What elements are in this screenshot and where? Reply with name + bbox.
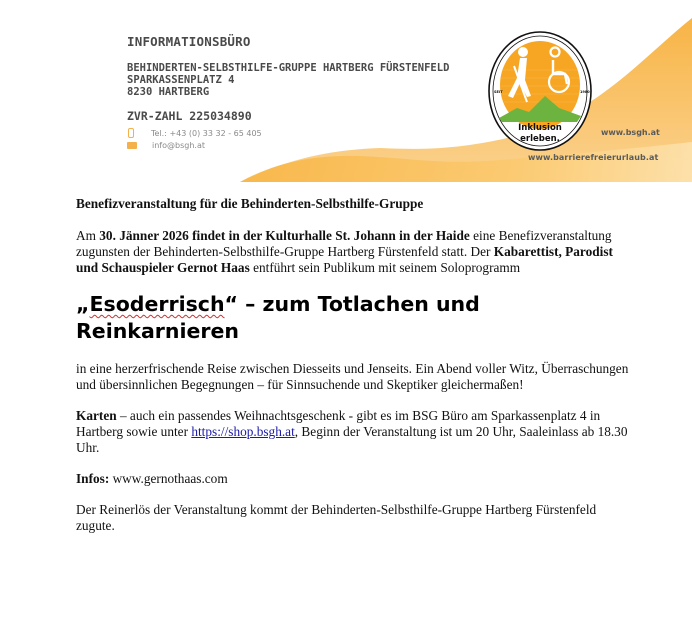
shop-link[interactable]: https://shop.bsgh.at (191, 424, 295, 439)
infos-website: www.gernothaas.com (109, 471, 228, 486)
tickets-text: – auch ein passendes Weihnachtsgeschenk - gibt es im BSG Büro am Sparkassenplatz 4 in Hartberg sowie unter (76, 408, 601, 439)
email-address: info@bsgh.at (152, 141, 205, 150)
phone-icon (128, 128, 134, 138)
logo-text-2: erleben. (520, 134, 560, 144)
document-heading: Benefizveranstaltung für die Behinderten-Selbsthilfe-Gruppe (76, 196, 424, 211)
paragraph-infos (76, 471, 636, 487)
website-bsgh: www.bsgh.at (601, 128, 660, 137)
intro-text-3: entführt sein Publikum mit seinem Soloprogramm (249, 260, 521, 275)
logo-year-label: 1980 (580, 90, 590, 94)
mail-icon (127, 142, 137, 149)
letterhead (0, 0, 692, 190)
paragraph-intro (76, 228, 636, 276)
logo-seit-label: SEIT (494, 90, 503, 94)
paragraph-proceeds: Der Reinerlös der Veranstaltung kommt der Behinderten-Selbsthilfe-Gruppe Hartberg Fürstenfeld zugute. (76, 502, 597, 533)
logo-text-1: Inklusion (518, 123, 562, 133)
phone-number: Tel.: +43 (0) 33 32 - 65 405 (151, 128, 262, 138)
address (127, 62, 449, 98)
tickets-text-2: , Beginn der Veranstaltung ist um 20 Uhr, Saaleinlass ab 18.30 Uhr. (76, 424, 628, 455)
intro-text: Am (76, 228, 100, 243)
office-title: INFORMATIONSBÜRO (127, 34, 251, 49)
show-name: Esoderrisch (89, 292, 225, 316)
paragraph-tickets (76, 408, 636, 456)
zvr-number: ZVR-ZAHL 225034890 (127, 109, 252, 123)
event-date-location: 30. Jänner 2026 findet in der Kulturhalle St. Johann in der Haide (99, 228, 470, 243)
tickets-label: Karten (76, 408, 117, 423)
infos-label: Infos: (76, 471, 110, 486)
street: SPARKASSENPLATZ 4 (127, 74, 235, 86)
document-body (76, 196, 636, 549)
open-quote: „ (76, 292, 90, 316)
website-barrierefreierurlaub: www.barrierefreierurlaub.at (528, 153, 659, 162)
org-name: BEHINDERTEN-SELBSTHILFE-GRUPPE HARTBERG FÜRSTENFELD (127, 62, 450, 74)
paragraph-description: in eine herzerfrischende Reise zwischen Diesseits und Jenseits. Ein Abend voller Witz, Überraschungen und übersinnlichen Begegnungen – für Sinnsuchende und Skeptiker gleichermaßen! (76, 361, 629, 392)
performer-name: Kabarettist, Parodist und Schauspieler Gernot Haas (76, 244, 613, 275)
letterhead-address-block (127, 34, 449, 150)
intro-text-2: eine Benefizveranstaltung zugunsten der Behinderten-Selbsthilfe-Gruppe Hartberg Fürstenfeld statt. Der (76, 228, 612, 259)
phone-row (127, 128, 449, 138)
city: 8230 HARTBERG (127, 86, 210, 98)
bsgh-logo (487, 30, 593, 152)
show-title (76, 291, 636, 345)
show-title-rest: “ – zum Totlachen und Reinkarnieren (76, 292, 480, 343)
email-row (127, 141, 449, 150)
